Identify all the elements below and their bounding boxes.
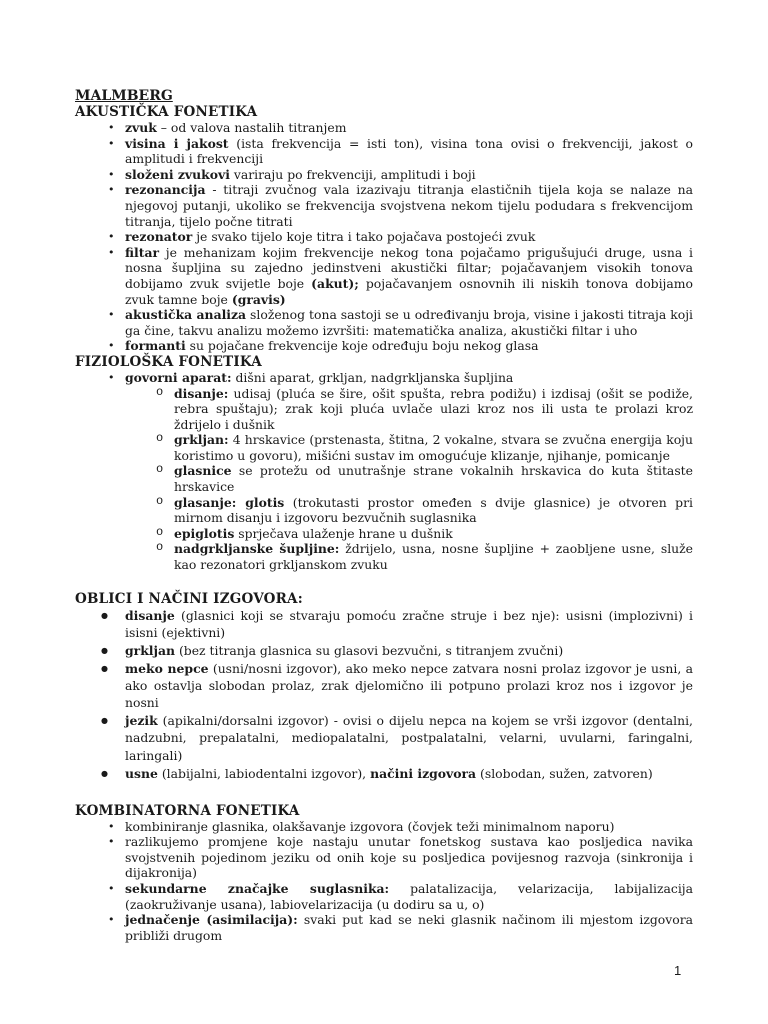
term: filtar [125, 244, 159, 260]
text: su pojačane frekvencije koje određuju boju nekog glasa [185, 338, 539, 354]
text: (slobodan, sužen, zatvoren) [476, 765, 653, 781]
text: (glasnici koji se stvaraju pomoću zračne struje i bez nje): usisni (implozivni) i isisni (ejektivni) [125, 607, 693, 640]
page-number: 1 [674, 963, 682, 978]
term: jezik [125, 713, 158, 729]
term: jednačenje (asimilacija): [125, 912, 298, 928]
list-item [75, 834, 693, 881]
list-item [75, 660, 693, 712]
text: razlikujemo promjene koje nastaju unutar fonetskog sustava kao posljedica navika svojstvenih pojedinom jeziku od onih koje su posljedica povijesnog razvoja (sinkronija i dijakronija) [125, 834, 693, 881]
sub-list-item [75, 495, 693, 526]
sub-list-item [75, 526, 693, 542]
term: formanti [125, 338, 186, 354]
text: je mehanizam kojim frekvencije nekog tona pojačamo prigušujući druge, usna i nosna šupljina su zajedno jedinstveni akustički filtar; pojačavanjem visokih tonova dobijamo zvuk svijetle boje [125, 244, 693, 291]
list-item [75, 642, 693, 659]
term: složeni zvukovi [125, 166, 230, 182]
text: ždrijelo, usna, nosne šupljine + zaobljene usne, služe kao rezonatori grkljanskom zvuku [174, 541, 694, 573]
text: se protežu od unutrašnje strane vokalnih hrskavica do kuta štitaste hrskavice [174, 463, 693, 495]
text: svaki put kad se neki glasnik načinom ili mjestom izgovora približi drugom [125, 912, 694, 943]
list-item [75, 912, 693, 943]
term: glasnice [174, 463, 232, 479]
sub-list-item [75, 432, 693, 463]
text: (labijalni, labiodentalni izgovor), [157, 765, 371, 781]
text: dišni aparat, grkljan, nadgrkljanska šupljina [231, 369, 514, 385]
term: rezonancija [125, 182, 206, 198]
fizioloska-sublist [75, 386, 693, 573]
term: meko nepce [125, 660, 209, 676]
section-heading-fizioloska: FIZIOLOŠKA FONETIKA [75, 353, 262, 370]
term-gravis: (gravis) [231, 291, 286, 307]
text: 4 hrskavice (prstenasta, štitna, 2 vokalne, stvara se zvučna energija koju koristimo u govoru), mišićni sustav im omogućuje klizanje, njihanje, pomicanje [174, 432, 693, 463]
section-heading-oblici: OBLICI I NAČINI IZGOVORA: [75, 590, 303, 607]
list-item [75, 765, 693, 782]
text: palatalizacija, velarizacija, labijalizacija (zaokruživanje usana), labiovelarizacija (u dodiru sa u, o) [125, 881, 694, 912]
text: kombiniranje glasnika, olakšavanje izgovora (čovjek teži minimalnom naporu) [125, 818, 615, 834]
text: (apikalni/dorsalni izgovor) - ovisi o dijelu nepca na kojem se vrši izgovor (dentalni, nadzubni, prepalatalni, mediopalatalni, postpalatalni, velarni, uvularni, faringalni, laringali) [125, 713, 693, 763]
text: (ista frekvencija = isti ton), visina tona ovisi o frekvenciji, jakost o amplitudi i frekvenciji [125, 135, 693, 167]
oblici-list [75, 607, 693, 782]
term: usne [125, 765, 158, 781]
section-heading-kombinatorna: KOMBINATORNA FONETIKA [75, 802, 300, 819]
list-item [75, 245, 693, 307]
spacer [75, 573, 693, 591]
text: složenog tona sastoji se u određivanju broja, visine i jakosti titraja koji ga čine, takvu analizu možemo izvršiti: matematička analiza, akustički filtar i uho [125, 307, 694, 338]
list-item [75, 338, 693, 354]
term: zvuk [125, 120, 157, 135]
list-item [75, 136, 693, 167]
kombinatorna-list [75, 819, 693, 944]
akusticka-list [75, 120, 693, 354]
text: sprječava ulaženje hrane u dušnik [234, 525, 453, 541]
text: variraju po frekvenciji, amplitudi i boji [229, 166, 476, 182]
term: grkljan [125, 642, 176, 658]
sub-list-item [75, 463, 693, 494]
text: (usni/nosni izgovor), ako meko nepce zatvara nosni prolaz izgovor je usni, a ako ostavlja slobodan prolaz, zrak djelomično ili potpuno prolazi kroz nos i izgovor je nosni [125, 660, 693, 711]
list-item [75, 819, 693, 835]
term: rezonator [125, 229, 193, 245]
term: glasanje: glotis [174, 494, 285, 510]
text: – od valova nastalih titranjem [156, 120, 347, 135]
list-item [75, 881, 693, 912]
document-content [75, 88, 693, 943]
text: je svako tijelo koje titra i tako pojačava postojeći zvuk [192, 229, 536, 245]
spacer [75, 783, 693, 803]
text: (bez titranja glasnica su glasovi bezvučni, s titranjem zvučni) [175, 642, 564, 658]
term: akustička analiza [125, 307, 247, 323]
term: grkljan: [174, 432, 229, 448]
term: visina i jakost [125, 135, 229, 151]
list-item [75, 167, 693, 183]
text: pojačavanjem osnovnih ili niskih tonova dobijamo zvuk tamne boje [125, 275, 693, 307]
list-item [75, 120, 693, 136]
section-heading-akusticka: AKUSTIČKA FONETIKA [75, 104, 258, 120]
list-item [75, 182, 693, 229]
term: epiglotis [174, 525, 235, 541]
term: načini izgovora [370, 765, 477, 781]
sub-list-item [75, 541, 693, 572]
fizioloska-list [75, 370, 693, 386]
text: (trokutasti prostor omeđen s dvije glasnice) je otvoren pri mirnom disanju i izgovoru bezvučnih suglasnika [174, 494, 693, 526]
list-item [75, 370, 693, 386]
term: sekundarne značajke suglasnika: [125, 881, 390, 897]
list-item [75, 307, 693, 338]
term: govorni aparat: [125, 369, 232, 385]
term-akut: (akut); [311, 275, 359, 291]
list-item [75, 229, 693, 245]
text: - titraji zvučnog vala izazivaju titranja elastičnih tijela koja se nalaze na njegovoj putanji, ukoliko se frekvencija svojstvena nekom tijelu podudara s frekvencijom titranja, tijelo počne titrati [125, 182, 693, 229]
term: disanje: [174, 385, 229, 401]
term: disanje [125, 607, 175, 623]
sub-list-item [75, 386, 693, 433]
list-item [75, 607, 693, 641]
list-item [75, 712, 693, 764]
term: nadgrkljanske šupljine: [174, 541, 340, 557]
document-title: MALMBERG [75, 88, 173, 104]
text: udisaj (pluća se šire, ošit spušta, rebra podižu) i izdisaj (ošit se podiže, rebra spuštaju); zrak koji pluća uvlače ulazi kroz nos ili usta te prolazi kroz ždrijelo i dušnik [174, 385, 693, 432]
